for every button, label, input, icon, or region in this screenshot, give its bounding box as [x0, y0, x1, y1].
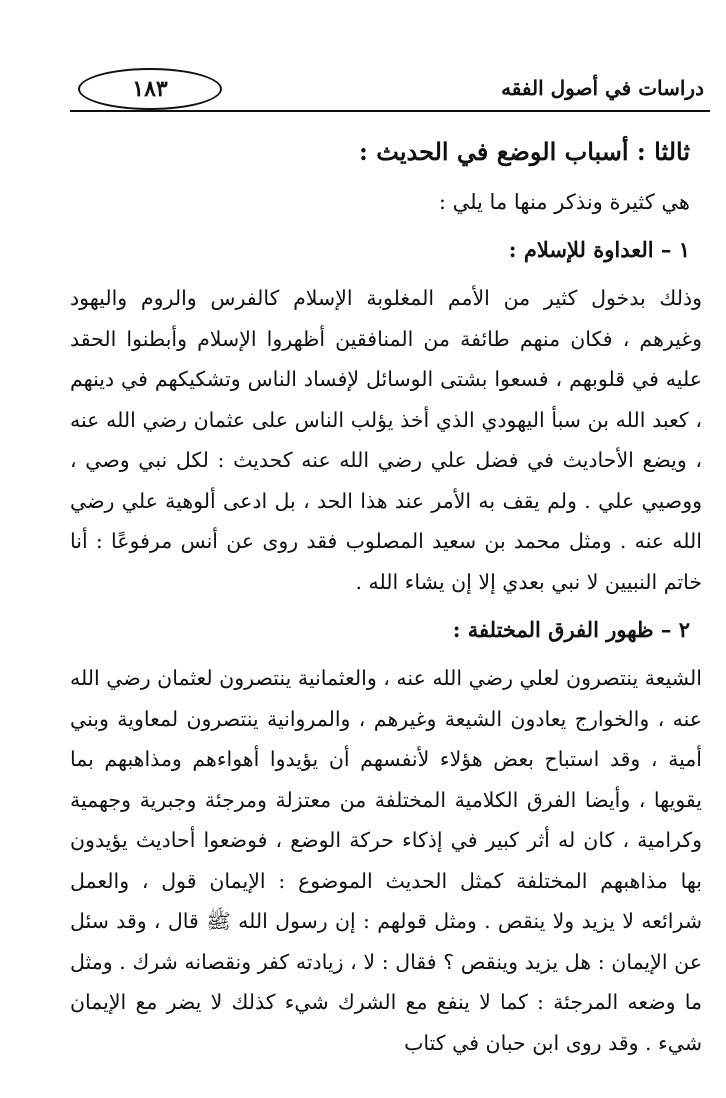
page-header: [70, 64, 710, 112]
item-1-paragraph: وذلك بدخول كثير من الأمم المغلوبة الإسلام كالفرس والروم واليهود وغيرهم ، فكان منهم طائفة من المنافقين أظهروا الإسلام وأبطنوا الحقد عليه في قلوبهم ، فسعوا بشتى الوسائل لإفساد الناس وتشكيكهم في دينهم ، كعبد الله بن سبأ اليهودي الذي أخذ يؤلب الناس على عثمان رضي الله عنه ، ويضع الأحاديث في فضل علي رضي الله عنه كحديث : لكل نبي وصي ، ووصيي علي . ولم يقف به الأمر عند هذا الحد ، بل ادعى ألوهية علي رضي الله عنه . ومثل محمد بن سعيد المصلوب فقد روى عن أنس مرفوعًا : أنا خاتم النبيين لا نبي بعدي إلا إن يشاء الله .: [70, 286, 702, 594]
item-2-paragraph: الشيعة ينتصرون لعلي رضي الله عنه ، والعثمانية ينتصرون لعثمان رضي الله عنه ، والخوارج يعادون الشيعة وغيرهم ، والمروانية ينتصرون لمعاوية وبني أمية ، وقد استباح بعض هؤلاء لأنفسهم أن يؤيدوا أهواءهم ومذاهبهم بما يقويها ، وأيضا الفرق الكلامية المختلفة من معتزلة ومرجئة وجبرية وجهمية وكرامية ، كان له أثر كبير في إذكاء حركة الوضع ، فوضعوا أحاديث يؤيدون بها مذاهبهم المختلفة كمثل الحديث الموضوع : الإيمان قول ، والعمل شرائعه لا يزيد ولا ينقص . ومثل قولهم : إن رسول الله ﷺ قال ، وقد سئل عن الإيمان : هل يزيد وينقص ؟ فقال : لا ، زيادته كفر ونقصانه شرك . ومثل ما وضعه المرجئة : كما لا ينفع مع الشرك شيء كذلك لا يضر مع الإيمان شيء . وقد روى ابن حبان في كتاب: [70, 666, 702, 1055]
header-divider: [70, 110, 710, 112]
item-2-title: ٢ – ظهور الفرق المختلفة :: [452, 617, 690, 642]
section-heading: ثالثا : أسباب الوضع في الحديث :: [359, 137, 690, 166]
item-1-title: ١ – العداوة للإسلام :: [508, 237, 690, 262]
page-body: [70, 126, 702, 1071]
section-intro: هي كثيرة ونذكر منها ما يلي :: [438, 190, 690, 214]
page-number: ١٨٣: [78, 68, 222, 110]
book-title: دراسات في أصول الفقه: [501, 76, 704, 100]
